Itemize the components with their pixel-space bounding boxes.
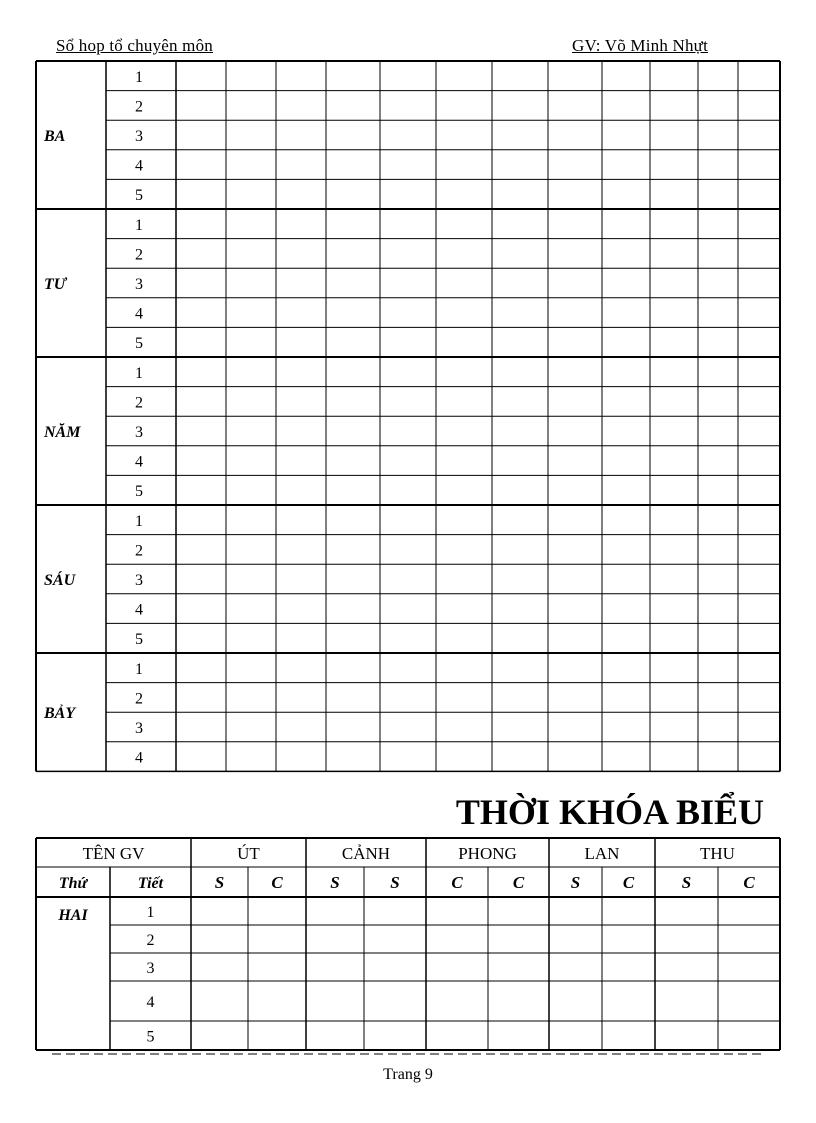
- period-number: 1: [135, 364, 143, 382]
- period-number: 4: [135, 453, 143, 471]
- header-left: Sổ hop tổ chuyên môn: [56, 36, 213, 55]
- period-number: 3: [146, 960, 155, 977]
- period-number: 1: [135, 512, 143, 530]
- tiet-header: Tiết: [137, 875, 164, 892]
- day-label: NĂM: [44, 424, 81, 441]
- period-number: 1: [135, 660, 143, 678]
- teacher-name: CẢNH: [341, 844, 391, 863]
- period-number: 5: [135, 631, 143, 649]
- timetable-title: THỜI KHÓA BIỂU: [455, 792, 764, 832]
- period-number: 5: [135, 335, 143, 353]
- period-number: 4: [135, 749, 143, 767]
- teacher-name-header: TÊN GV: [82, 844, 145, 863]
- thu-header: Thứ: [58, 875, 88, 892]
- period-number: 3: [135, 128, 143, 145]
- session-label: C: [271, 873, 283, 892]
- period-number: 4: [135, 305, 143, 323]
- day-label: HAI: [58, 907, 88, 924]
- day-label: BẢY: [44, 705, 76, 723]
- period-number: 3: [135, 720, 143, 737]
- session-label: S: [214, 873, 225, 892]
- period-number: 1: [135, 216, 143, 234]
- period-number: 2: [135, 246, 143, 264]
- period-number: 3: [135, 276, 143, 293]
- header-right: GV: Võ Minh Nhựt: [572, 36, 708, 55]
- period-number: 3: [135, 572, 143, 589]
- period-number: 5: [146, 1028, 155, 1046]
- period-number: 1: [135, 68, 143, 86]
- session-label: C: [512, 873, 525, 892]
- period-number: 2: [135, 98, 143, 116]
- period-number: 2: [135, 542, 143, 560]
- session-label: C: [451, 873, 463, 892]
- teacher-name: LAN: [584, 844, 620, 863]
- session-label: S: [681, 873, 692, 892]
- teacher-name: THU: [700, 844, 735, 863]
- period-number: 2: [135, 394, 143, 412]
- period-number: 2: [135, 690, 143, 708]
- teacher-name: ÚT: [237, 844, 260, 863]
- session-label: S: [330, 873, 340, 892]
- period-number: 2: [146, 932, 155, 949]
- session-label: C: [743, 873, 755, 892]
- period-number: 1: [146, 904, 155, 921]
- session-label: S: [390, 873, 400, 892]
- day-label: SÁU: [44, 572, 76, 589]
- period-number: 4: [135, 601, 143, 619]
- session-label: S: [570, 873, 581, 892]
- session-label: C: [622, 873, 635, 892]
- period-number: 5: [135, 187, 143, 205]
- period-number: 4: [146, 994, 155, 1011]
- day-label: TƯ: [44, 276, 67, 293]
- page-number: Trang 9: [383, 1066, 433, 1083]
- period-number: 5: [135, 483, 143, 501]
- period-number: 3: [135, 424, 143, 441]
- period-number: 4: [135, 157, 143, 175]
- day-label: BA: [44, 128, 66, 145]
- teacher-name: PHONG: [458, 844, 517, 863]
